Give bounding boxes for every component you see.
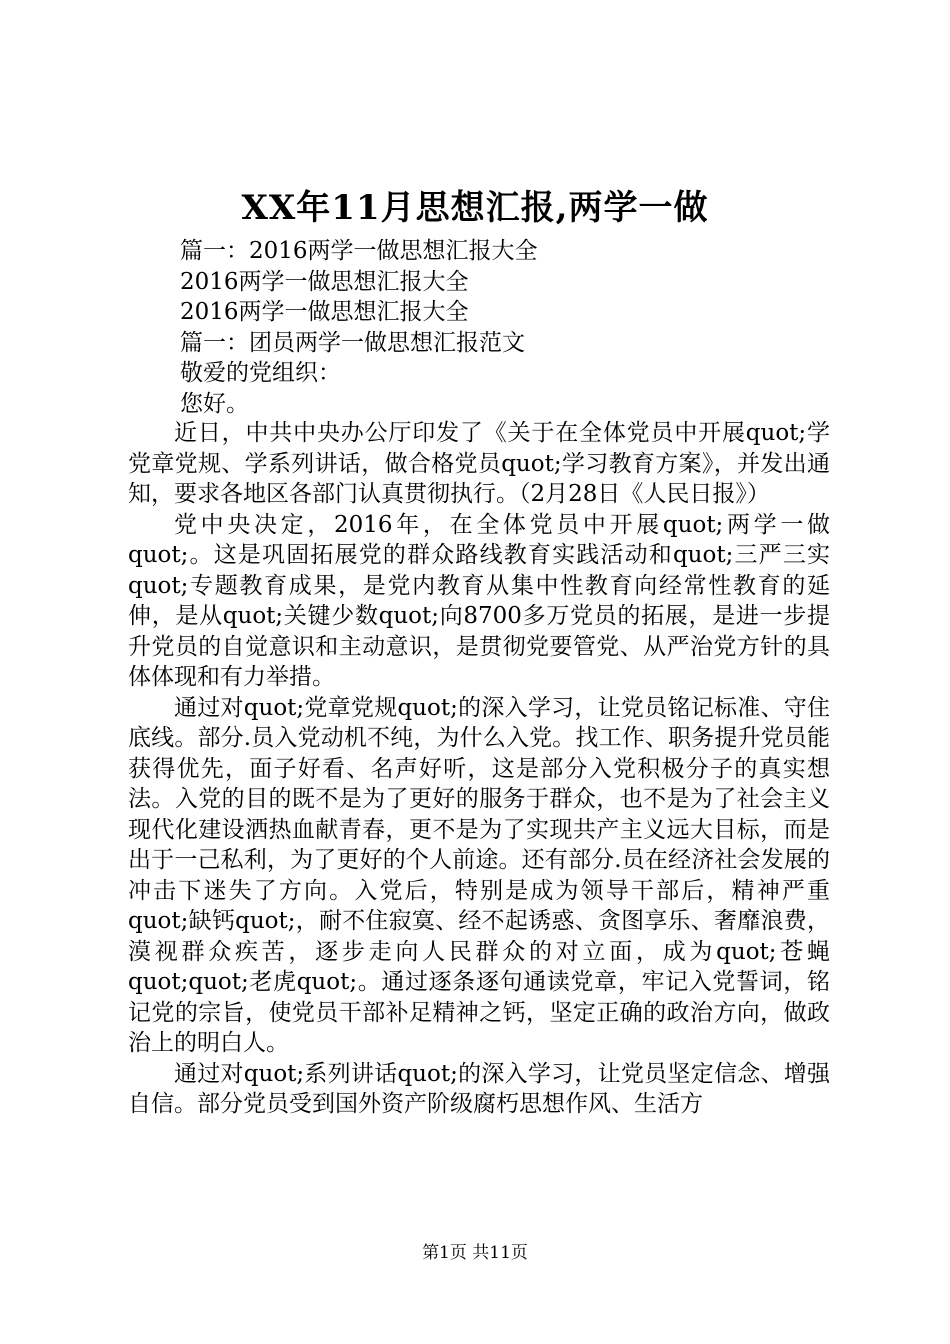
body-paragraph: 党中央决定，2016年，在全体党员中开展quot;两学一做quot;。这是巩固拓展党的群众路线教育实践活动和quot;三严三实quot;专题教育成果，是党内教育从集中性教育向经常性教育的延伸，是从quot;关键少数quot;向8700多万党员的拓展，是进一步提升党员的自觉意识和主动意识，是贯彻党要管党、从严治党方针的具体体现和有力举措。 xyxy=(128,511,830,690)
body-paragraph: 通过对quot;党章党规quot;的深入学习，让党员铭记标准、守住底线。部分.员入党动机不纯，为什么入党。找工作、职务提升党员能获得优先，面子好看、名声好听，这是部分入党积极分子的真实想法。入党的目的既不是为了更好的服务于群众，也不是为了社会主义现代化建设洒热血献青春，更不是为了实现共产主义远大目标，而是出于一己私利，为了更好的个人前途。还有部分.员在经济社会发展的冲击下迷失了方向。入党后，特别是成为领导干部后，精神严重quot;缺钙quot;，耐不住寂寞、经不起诱惑、贪图享乐、奢靡浪费，漠视群众疾苦，逐步走向人民群众的对立面，成为quot;苍蝇quot;quot;老虎quot;。通过逐条逐句通读党章，牢记入党誓词，铭记党的宗旨，使党员干部补足精神之钙，坚定正确的政治方向，做政治上的明白人。 xyxy=(128,694,830,1056)
body-paragraph: 通过对quot;系列讲话quot;的深入学习，让党员坚定信念、增强自信。部分党员受到国外资产阶级腐朽思想作风、生活方 xyxy=(128,1060,830,1117)
header-lines xyxy=(180,236,538,419)
salutation: 敬爱的党组织： xyxy=(180,360,341,386)
header-line: 2016两学一做思想汇报大全 xyxy=(180,268,469,295)
page-footer: 第1页 共11页 xyxy=(422,1243,528,1263)
document-body xyxy=(128,418,830,1120)
body-paragraph: 近日，中共中央办公厅印发了《关于在全体党员中开展quot;学党章党规、学系列讲话，做合格党员quot;学习教育方案》，并发出通知，要求各地区各部门认真贯彻执行。（2月28日《人民日报》） xyxy=(128,420,830,507)
header-line: 篇一：2016两学一做思想汇报大全 xyxy=(180,238,538,264)
greeting: 您好。 xyxy=(180,390,249,417)
header-line: 篇一：团员两学一做思想汇报范文 xyxy=(180,329,525,356)
header-line: 2016两学一做思想汇报大全 xyxy=(180,299,469,325)
document-title: XX年11月思想汇报,两学一做 xyxy=(241,188,709,228)
